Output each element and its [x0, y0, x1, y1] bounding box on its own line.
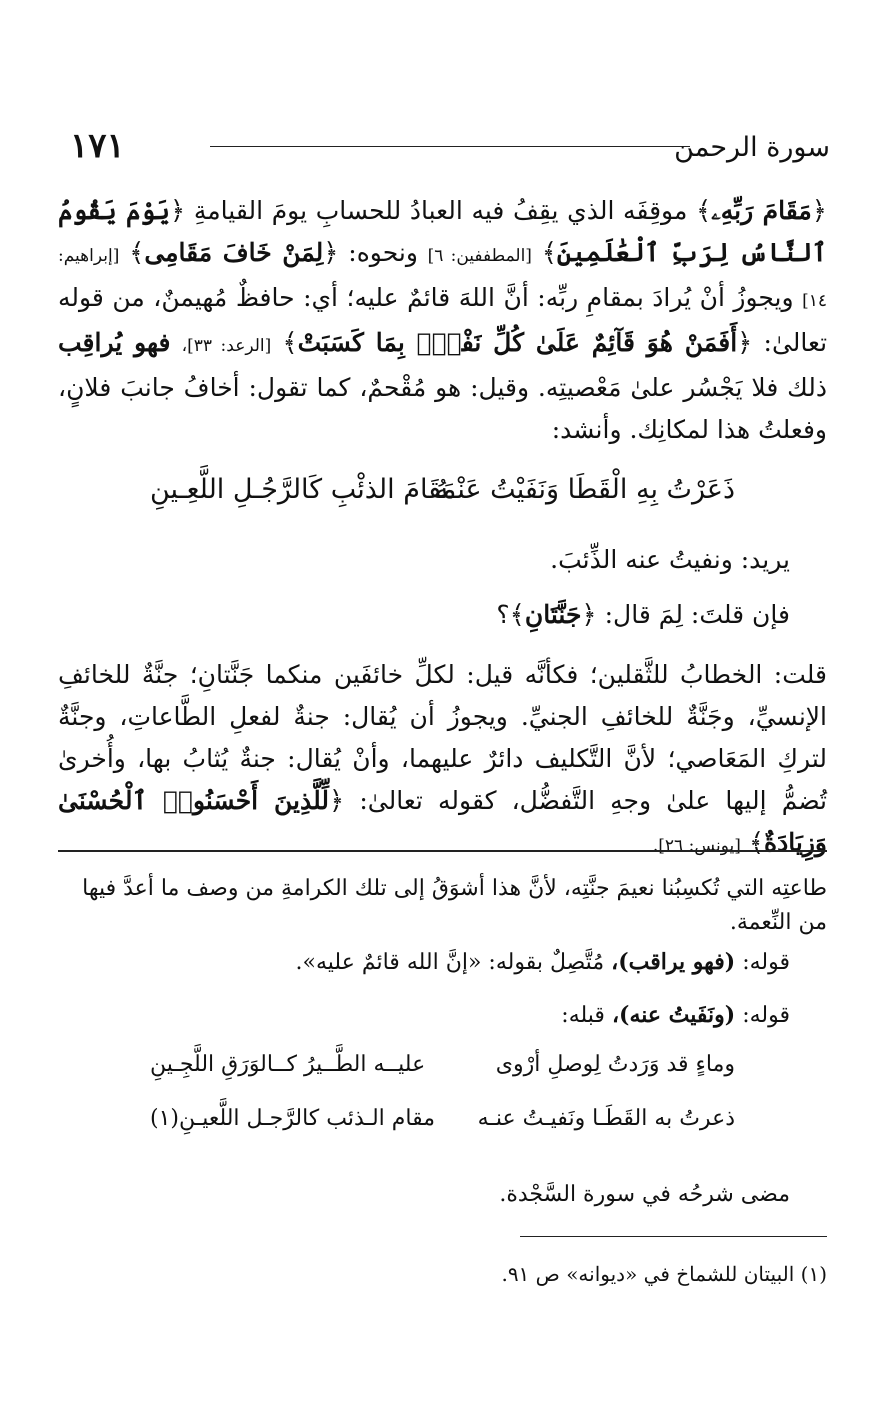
main-paragraph-1: ﴿مَقَامَ رَبِّهِۦ﴾ موقِفَه الذي يقِفُ فيه العبادُ للحسابِ يومَ القيامةِ ﴿يَوْمَ يَقُومُ ٱلنَّاسُ لِرَبِّ ٱلْعَٰلَمِينَ﴾ [المطففين: ٦] ونحوه: ﴿لِمَنْ خَافَ مَقَامِى﴾ [إبراهيم: ١٤] ويجوزُ أنْ يُرادَ بمقامِ ربِّه: أنَّ اللهَ قائمٌ عليه؛ أي: حافظٌ مُهيمنٌ، من قوله تعالىٰ: ﴿أَفَمَنْ هُوَ قَآئِمٌ عَلَىٰ كُلِّ نَفْسٍۭ بِمَا كَسَبَتْ﴾ [الرعد: ٣٣]، فهو يُراقِب ذلك فلا يَجْسُر علىٰ مَعْصيتِه. وقيل: هو مُقْحمٌ، كما تقول: أخافُ جانبَ فلانٍ، وفعلتُ هذا لمكانِك. وأنشد:: [58, 196, 828, 444]
header-rule: [210, 146, 690, 147]
commentary-line-1: طاعتِه التي تُكسِبُنا نعيمَ جنَّتِه، لأنَّ هذا أشوَقُ إلى تلك الكرامةِ من وصف ما أعدَّ فيها من النِّعمة.: [82, 876, 827, 935]
surah-name: سورة الرحمن: [674, 132, 830, 163]
page-header: [70, 124, 830, 174]
quran-quote: لِّلَّذِينَ أَحْسَنُوا۟ ٱلْحُسْنَىٰ وَزِيَادَةٌ: [58, 786, 827, 857]
quran-quote: جَنَّتَانِ: [524, 600, 582, 629]
commentary-line-4: مضى شرحُه في سورة السَّجْدة.: [499, 1182, 790, 1207]
commentary-verse-2-second: مقام الـذئب كالرَّجـل اللَّعيـنِ(١): [150, 1106, 436, 1131]
commentary-divider: [58, 850, 827, 852]
page-number: ١٧١: [70, 126, 125, 166]
quran-quote: يَوْمَ يَقُومُ ٱلنَّاسُ لِرَبِّ ٱلْعَٰلَمِينَ: [58, 196, 827, 267]
footnote: (١) البيتان للشماخ في «ديوانه» ص ٩١.: [501, 1262, 827, 1286]
body-text: ونحوه:: [348, 238, 418, 267]
body-text: ويجوزُ أنْ يُرادَ بمقامِ ربِّه: أنَّ اللهَ قائمٌ عليه؛ أي: حافظٌ مُهيمنٌ، من قوله تعالىٰ:: [58, 283, 828, 357]
emphasis-text: فهو يُراقِب: [58, 328, 171, 357]
main-paragraph-2: قلت: الخطابُ للثَّقلين؛ فكأنَّه قيل: لكلِّ خائفَين منكما جَنَّتانِ؛ جنَّةٌ للخائفِ الإنسيِّ، وجَنَّةٌ للخائفِ الجنيِّ. ويجوزُ أن يُقال: جنةٌ لفعلِ الطَّاعاتِ، وجنَّةٌ لتركِ المَعَاصي؛ لأنَّ التَّكليف دائرٌ عليهما، وأنْ يُقال: جنةٌ يُثابُ بها، وأُخرىٰ تُضمُّ إليها علىٰ وجهِ التَّفضُّل، كقوله تعالىٰ: ﴿لِّلَّذِينَ أَحْسَنُوا۟ ٱلْحُسْنَىٰ وَزِيَادَةٌ﴾ [يونس: ٢٦].: [58, 660, 827, 858]
poem-verse-second-hemistich: مَقَامَ الذئْبِ كَالرَّجُـلِ اللَّعِـينِ: [150, 474, 457, 505]
commentary-verse-2-first: ذعرتُ به القَطَـا ونَفيـتُ عنـه: [477, 1106, 735, 1131]
body-text: ذلك فلا يَجْسُر علىٰ مَعْصيتِه. وقيل: هو مُقْحمٌ، كما تقول: أخافُ جانبَ فلانٍ، وفعلتُ هذا لمكانِك. وأنشد:: [58, 373, 827, 444]
commentary-verse-1-second: عليــه الطَّــيرُ كــالوَرَقِ اللَّجِـينِ: [150, 1052, 426, 1077]
verse-reference: [المطففين: ٦]: [427, 246, 532, 266]
question-line: فإن قلتَ: لِمَ قال: ﴿جَنَّتَانِ﴾؟: [496, 600, 790, 630]
footnote-divider: [520, 1236, 827, 1237]
poem-verse-first-hemistich: ذَعَرْتُ بِهِ الْقَطَا وَنَفَيْتُ عَنْـهُ: [434, 474, 735, 505]
commentary-line-2: قوله: (فهو يراقب)، مُتَّصِلٌ بقوله: «إنَّ الله قائمٌ عليه».: [295, 949, 790, 975]
verse-reference: [إبراهيم: ١٤]: [58, 246, 827, 311]
commentary-line-3: قوله: (ونَفَيتُ عنه)، قبله:: [561, 1002, 790, 1028]
explanation-line: يريد: ونفيتُ عنه الذِّئبَ.: [550, 545, 790, 574]
commentary-verse-1-first: وماءٍ قد وَرَدتُ لِوصلِ أرْوى: [495, 1052, 735, 1077]
verse-reference: [الرعد: ٣٣]،: [181, 336, 272, 356]
body-text: موقِفَه الذي يقِفُ فيه العبادُ للحسابِ يومَ القيامةِ: [193, 196, 688, 225]
quran-quote: أَفَمَنْ هُوَ قَآئِمٌ عَلَىٰ كُلِّ نَفْسٍۭ بِمَا كَسَبَتْ: [297, 328, 738, 357]
quran-quote: لِمَنْ خَافَ مَقَامِى: [144, 238, 324, 267]
body-text: قلت: الخطابُ للثَّقلين؛ فكأنَّه قيل: لكلِّ خائفَين منكما جَنَّتانِ؛ جنَّةٌ للخائفِ الإنسيِّ، وجَنَّةٌ للخائفِ الجنيِّ. ويجوزُ أن يُقال: جنةٌ لفعلِ الطَّاعاتِ، وجنَّةٌ لتركِ المَعَاصي؛ لأنَّ التَّكليف دائرٌ عليهما، وأنْ يُقال: جنةٌ يُثابُ بها، وأُخرىٰ تُضمُّ إليها علىٰ وجهِ التَّفضُّل، كقوله تعالىٰ:: [58, 660, 827, 815]
verse-reference: [يونس: ٢٦].: [652, 836, 741, 856]
quran-quote: مَقَامَ رَبِّهِۦ: [711, 196, 812, 225]
